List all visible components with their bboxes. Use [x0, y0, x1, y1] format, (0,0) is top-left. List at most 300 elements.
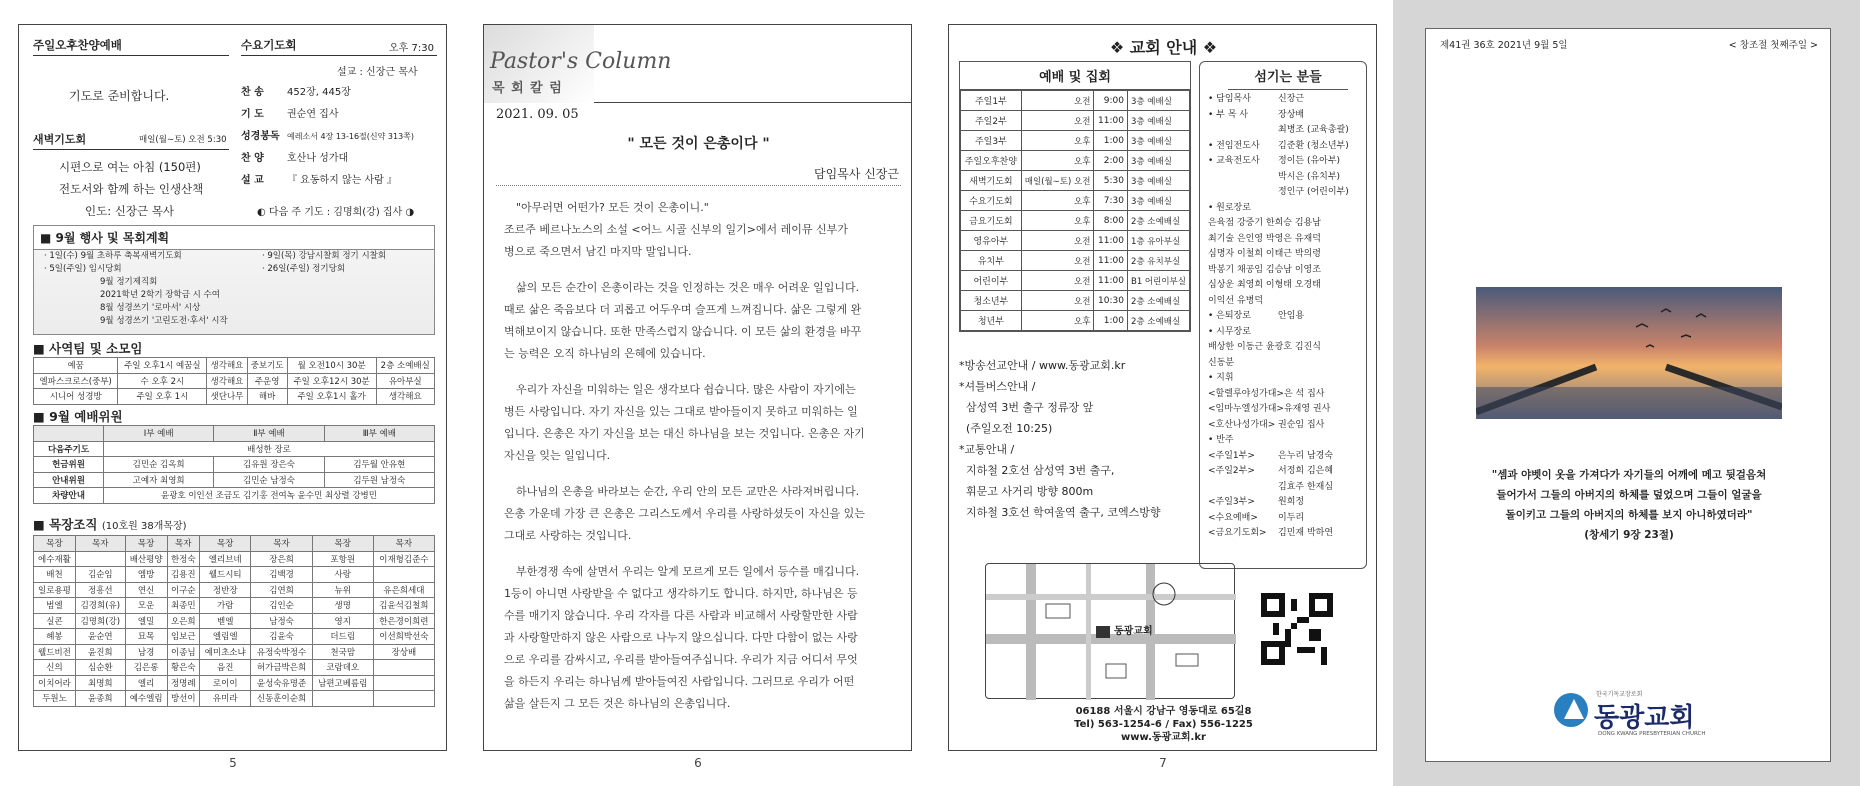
cell-group-cell: 김경희(유): [75, 598, 125, 614]
cell-group-subtitle: (10호원 38개목장): [101, 521, 187, 532]
service-time: 11:00: [1094, 251, 1128, 271]
service-period: 오후: [1021, 191, 1094, 211]
qr-code: [1261, 593, 1333, 665]
column-line: 은총 가운데 가장 큰 은총은 그리스도께서 우리를 사랑하셨듯이 자신을 있는: [504, 507, 865, 520]
ministry-cell: 유아부실: [376, 373, 434, 389]
order-value: 『 요동하지 않는 사람 』: [287, 175, 397, 186]
notice-line: 지하철 3호선 학여울역 출구, 코엑스방향: [959, 506, 1161, 519]
ministry-cell: 주일 오후1시 예꿈실: [118, 358, 207, 374]
service-row: [961, 111, 1190, 131]
cell-group-cell: 범엘: [34, 598, 76, 614]
cell-group-cell: [373, 567, 434, 583]
cell-group-cell: [75, 551, 125, 567]
service-period: 오전: [1021, 251, 1094, 271]
staff-line: [1208, 340, 1349, 356]
worship-cell: 김두월 안유현: [324, 457, 434, 473]
staff-role: • 원로장로: [1208, 202, 1251, 213]
table-row: [34, 613, 435, 629]
service-time: 5:30: [1094, 171, 1128, 191]
cell-head: 목장: [34, 536, 76, 552]
service-period: 오후: [1021, 211, 1094, 231]
column-line: 입니다. 은총은 자기 자신을 보는 대신 하나님을 보는 것입니다. 은총은 자기: [504, 427, 865, 440]
next-week-prayer: ◐ 다음 주 기도 : 김명희(강) 집사 ◑: [257, 207, 415, 218]
cell-group-cell: 이종님: [167, 644, 199, 660]
staff-role: 은육점 강중기 한희승 김용남: [1208, 218, 1321, 228]
column-paragraph: [504, 197, 899, 263]
order-key: 찬 송: [241, 87, 264, 98]
church-contact: [949, 705, 1377, 744]
events-box: [33, 225, 435, 335]
cell-group-cell: 김연희: [251, 582, 312, 598]
cell-group-cell: 김명희(강): [75, 613, 125, 629]
service-period: 오전: [1021, 111, 1094, 131]
staff-list: [1208, 92, 1349, 542]
worship-cell: 김유원 장은숙: [214, 457, 324, 473]
sunday-prayer-text: 기도로 준비합니다.: [69, 89, 170, 103]
service-period: 오전: [1021, 231, 1094, 251]
service-period: 오후: [1021, 311, 1094, 331]
staff-role: <금요기도회>: [1208, 528, 1267, 538]
service-time: 11:00: [1094, 231, 1128, 251]
column-line: 하나님의 은총을 바라보는 순간, 우리 안의 모든 교만은 사라져버립니다.: [516, 485, 860, 498]
column-line: 는 능력은 오직 하나님의 은혜에 있습니다.: [504, 347, 706, 360]
service-name: 영유아부: [961, 231, 1022, 251]
staff-line: [1208, 123, 1349, 139]
staff-names: 최병조 (교육총괄): [1278, 125, 1349, 135]
cell-group-cell: 실콘: [34, 613, 76, 629]
service-time: 8:00: [1094, 211, 1128, 231]
dawn-leader: 인도: 신장근 목사: [85, 204, 174, 218]
staff-role: • 지휘: [1208, 373, 1234, 383]
bulletin-cover: [1425, 28, 1831, 762]
service-location: 2층 소예배실: [1127, 311, 1189, 331]
cell-group-cell: 엠방: [125, 567, 167, 583]
table-row: [34, 582, 435, 598]
table-row: [34, 567, 435, 583]
cell-group-cell: 묘목: [125, 629, 167, 645]
cell-group-cell: 윤성숙유명준: [251, 675, 312, 691]
service-time: 11:00: [1094, 111, 1128, 131]
service-row: [961, 231, 1190, 251]
table-row: [34, 691, 435, 707]
ministry-cell: 수 오후 2시: [118, 373, 207, 389]
column-line: 병든 사랑입니다. 자기 자신을 있는 그대로 받아들이지 못하고 미워하는 일: [504, 405, 858, 418]
cell-group-cell: [373, 675, 434, 691]
service-row: [961, 311, 1190, 331]
ministry-cell: 주운영: [247, 373, 287, 389]
cell-group-cell: 음진: [199, 660, 251, 676]
verse-reference: (창세기 9장 23절): [1584, 529, 1674, 541]
cell-group-cell: 이치어라: [34, 675, 76, 691]
staff-line: [1208, 511, 1349, 527]
staff-line: [1208, 356, 1349, 372]
wednesday-prayer-title: 수요기도회: [241, 38, 297, 52]
cell-group-cell: 로이이: [199, 675, 251, 691]
service-row: [961, 291, 1190, 311]
qr-code-graphic: [1261, 593, 1333, 665]
cell-group-cell: 배천: [34, 567, 76, 583]
cell-group-cell: 윤순연: [75, 629, 125, 645]
cell-group-table: [33, 535, 435, 707]
worship-cell: 윤광호 이인선 조금도 김기홍 전여녹 윤수민 최상렬 강병민: [104, 488, 435, 504]
service-location: 3층 예배실: [1127, 171, 1189, 191]
table-row: [34, 629, 435, 645]
service-location: 1층 유아부실: [1127, 231, 1189, 251]
event-item: · 26일(주일) 정기당회: [262, 264, 346, 274]
event-item: 8월 성경쓰기 '로마서' 시상: [100, 303, 201, 313]
page-number: 7: [1159, 756, 1167, 770]
cell-group-cell: 사랑: [312, 567, 373, 583]
notice-line: *셔틀버스안내 /: [959, 380, 1036, 393]
column-line: 1등이 아니면 사랑받을 수 없다고 생각하기도 합니다. 하지만, 하나님은 등: [504, 587, 858, 600]
staff-names: 박시은 (유치부): [1278, 171, 1341, 182]
column-date: 2021. 09. 05: [496, 107, 579, 122]
ministry-title: ■ 사역팀 및 소모임: [33, 341, 143, 356]
dawn-line-2: 전도서와 함께 하는 인생산책: [59, 182, 204, 196]
ministry-cell: 엘파스크로스(중부): [34, 373, 118, 389]
staff-title: 섬기는 분들: [1228, 62, 1348, 90]
staff-names: 원희정: [1278, 497, 1305, 507]
wednesday-order: [241, 83, 446, 193]
cell-head: 목자: [373, 536, 434, 552]
staff-names: 김효주 한재심: [1278, 481, 1334, 492]
staff-line: [1208, 216, 1349, 232]
column-line: 부한경쟁 속에 살면서 우리는 알게 모르게 모든 일에서 등수를 매깁니다.: [516, 565, 860, 578]
page-number: 5: [229, 756, 237, 770]
cell-group-cell: 김은롱: [125, 660, 167, 676]
ministry-cell: 해바: [247, 389, 287, 405]
staff-line: [1208, 495, 1349, 511]
worship-cell: 김두원 남정숙: [324, 472, 434, 488]
cell-group-cell: 윤진희: [75, 644, 125, 660]
cell-group-cell: 영지: [312, 613, 373, 629]
cell-group-cell: 연신: [125, 582, 167, 598]
table-row: [34, 660, 435, 676]
cell-group-cell: 천국맘: [312, 644, 373, 660]
service-location: 3층 예배실: [1127, 91, 1189, 111]
church-info-title: ❖ 교회 안내 ❖: [1109, 38, 1218, 57]
staff-role: • 부 목 사: [1208, 109, 1248, 120]
ministry-cell: 생각해요: [207, 358, 247, 374]
staff-line: [1208, 325, 1349, 341]
staff-line: [1208, 154, 1349, 170]
staff-names: 이두리: [1278, 512, 1305, 523]
cell-group-cell: 심순환: [75, 660, 125, 676]
bulletin-page-6: [483, 24, 912, 751]
cover-image: [1476, 287, 1782, 419]
church-name: 동광교회: [1594, 703, 1695, 733]
verse-line: "셈과 야벳이 옷을 가져다가 자기들의 어깨에 메고 뒷걸음쳐: [1491, 469, 1767, 481]
event-item: 9월 정기제직회: [100, 277, 158, 287]
service-name: 어린이부: [961, 271, 1022, 291]
order-value: 호산나 성가대: [287, 153, 349, 164]
cell-group-cell: 최종민: [167, 598, 199, 614]
staff-line: [1208, 480, 1349, 496]
service-location: 3층 예배실: [1127, 191, 1189, 211]
ministry-cell: 월 오전10시 30분: [287, 358, 376, 374]
staff-line: [1208, 185, 1349, 201]
service-row: [961, 91, 1190, 111]
denomination: 한국기독교장로회: [1596, 691, 1643, 698]
staff-role: 최기술 은인영 박영은 유재덕: [1208, 233, 1321, 244]
order-key: 기 도: [241, 109, 264, 120]
ministry-cell: 중보기도: [247, 358, 287, 374]
staff-role: • 반주: [1208, 435, 1234, 445]
services-title: 예배 및 집회: [960, 62, 1190, 90]
staff-names: 정이든 (유아부): [1278, 156, 1341, 166]
column-line: 때로 삶은 죽음보다 더 괴롭고 어두우며 슬프게 느껴집니다. 삶은 그렇게 완: [504, 303, 862, 316]
column-line: 벽해보이지 않습니다. 또한 만족스럽지 않습니다. 이 모든 삶의 환경을 바꾸: [504, 325, 862, 338]
church-logo-icon: [1554, 693, 1588, 727]
cell-group-cell: 웰드시티: [199, 567, 251, 583]
staff-names: 권순임 집사: [1278, 419, 1325, 430]
worship-role: 차량안내: [34, 488, 104, 504]
service-name: 금요기도회: [961, 211, 1022, 231]
service-location: B1 어린이부실: [1127, 271, 1189, 291]
cell-group-cell: 임보근: [167, 629, 199, 645]
worship-head: Ⅲ부 예배: [324, 426, 434, 442]
scripture-verse: [1426, 465, 1831, 545]
cell-group-cell: 두원노: [34, 691, 76, 707]
service-location: 2층 소예배실: [1127, 211, 1189, 231]
church-phone: Tel) 563-1254-6 / Fax) 556-1225: [1074, 719, 1253, 730]
sunday-service-title: 주일오후찬양예배: [33, 38, 122, 52]
cell-group-cell: 뉴위: [312, 582, 373, 598]
cell-group-cell: 배산평양: [125, 551, 167, 567]
cell-group-cell: 엘림엘: [199, 629, 251, 645]
service-name: 주일1부: [961, 91, 1022, 111]
service-period: 매일(월∼토) 오전: [1021, 171, 1094, 191]
staff-role: 심상운 최영희 이형태 오경태: [1208, 280, 1321, 290]
service-period: 오전: [1021, 291, 1094, 311]
cell-head: 목자: [75, 536, 125, 552]
service-time: 7:30: [1094, 191, 1128, 211]
staff-names: 안임용: [1278, 311, 1305, 321]
cell-group-cell: 생명: [312, 598, 373, 614]
worship-committee-title: ■ 9월 예배위원: [33, 409, 123, 424]
cell-group-cell: 윤종희: [75, 691, 125, 707]
cell-group-cell: 벧엘: [199, 613, 251, 629]
staff-role: • 담임목사: [1208, 94, 1251, 104]
staff-names: 신장근: [1278, 94, 1305, 104]
service-row: [961, 191, 1190, 211]
staff-names: 은누리 남경숙: [1278, 450, 1334, 461]
service-period: 오전: [1021, 271, 1094, 291]
service-location: 2층 소예배실: [1127, 291, 1189, 311]
verse-line: 들어가서 그들의 아버지의 하체를 덮었으며 그들이 얼굴을: [1496, 489, 1762, 501]
bulletin-page-7: [948, 24, 1377, 751]
cell-group-cell: 이재형김준수: [373, 551, 434, 567]
staff-names: 유재영 권사: [1283, 404, 1331, 414]
cell-group-cell: 정반장: [199, 582, 251, 598]
service-name: 청소년부: [961, 291, 1022, 311]
cell-group-cell: 유미라: [199, 691, 251, 707]
column-body: [504, 197, 899, 729]
staff-line: [1208, 108, 1349, 124]
notice-line: 삼성역 3번 출구 정류장 앞: [959, 401, 1094, 414]
column-header-korean: 목 회 칼 럼: [492, 81, 563, 96]
event-item: · 1일(수) 9월 초하루 축복새벽기도회: [44, 251, 182, 261]
cell-group-cell: 엘리: [125, 675, 167, 691]
ministry-cell: 주일 오후1시 홀가: [287, 389, 376, 405]
cell-group-cell: 일로용평: [34, 582, 76, 598]
cell-group-cell: 이구순: [167, 582, 199, 598]
cell-group-cell: [373, 691, 434, 707]
service-location: 3층 예배실: [1127, 151, 1189, 171]
cell-group-cell: 장은희: [251, 551, 312, 567]
worship-committee-table: [33, 425, 435, 504]
wednesday-preacher: 설교 : 신장근 목사: [337, 67, 418, 78]
cell-group-cell: 예수엘림: [125, 691, 167, 707]
cell-group-cell: 한은경이희련: [373, 613, 434, 629]
column-line: 병으로 죽으면서 남긴 마지막 말입니다.: [504, 245, 692, 258]
church-website[interactable]: www.동광교회.kr: [1121, 732, 1206, 743]
service-row: [961, 131, 1190, 151]
cell-group-cell: 김순임: [75, 567, 125, 583]
cell-group-cell: 포항원: [312, 551, 373, 567]
service-row: [961, 251, 1190, 271]
staff-line: [1208, 387, 1349, 403]
staff-line: [1208, 201, 1349, 217]
services-table: [960, 90, 1190, 331]
staff-role: • 은퇴장로: [1208, 311, 1251, 321]
cell-group-title-text: ■ 목장조직: [33, 517, 98, 532]
worship-cell: 고예자 최영희: [104, 472, 214, 488]
events-left-list: [44, 250, 228, 328]
cell-group-cell: 정흥선: [75, 582, 125, 598]
broken-chain-illustration: [1476, 287, 1782, 419]
staff-line: [1208, 402, 1349, 418]
service-name: 수요기도회: [961, 191, 1022, 211]
order-key: 찬 양: [241, 153, 264, 164]
cell-group-cell: 오은희: [167, 613, 199, 629]
staff-line: [1208, 433, 1349, 449]
staff-line: [1208, 232, 1349, 248]
church-address: 06188 서울시 강남구 영동대로 65길8: [1075, 706, 1252, 717]
cell-group-cell: 이선희박선숙: [373, 629, 434, 645]
notice-line: *교통안내 /: [959, 443, 1015, 456]
cell-head: 목장: [125, 536, 167, 552]
wednesday-prayer-time: 오후 7:30: [389, 43, 434, 54]
worship-role: 안내위원: [34, 472, 104, 488]
service-location: 3층 예배실: [1127, 111, 1189, 131]
cell-group-cell: [373, 660, 434, 676]
staff-line: [1208, 464, 1349, 480]
cell-group-cell: 남정숙: [251, 613, 312, 629]
event-item: 9월 성경쓰기 '고린도전·후서' 시작: [100, 316, 228, 326]
staff-names: 정인구 (어린이부): [1278, 187, 1349, 197]
column-line: 그대로 사랑하는 것입니다.: [504, 529, 632, 542]
cell-group-cell: 예미초소냐: [199, 644, 251, 660]
worship-head: [34, 426, 104, 442]
cell-group-cell: 유은희세대: [373, 582, 434, 598]
cell-group-cell: 유정숙박정수: [251, 644, 312, 660]
staff-line: [1208, 371, 1349, 387]
ministry-cell: 주일 오후 1시: [118, 389, 207, 405]
week-name: < 창조절 첫째주일 >: [1728, 40, 1818, 51]
service-time: 9:00: [1094, 91, 1128, 111]
staff-role: <수요예배>: [1208, 512, 1258, 523]
order-key: 성경봉독: [241, 131, 280, 142]
cell-head: 목자: [251, 536, 312, 552]
staff-names: 장상배: [1278, 109, 1305, 120]
worship-cell: 김민순 남정숙: [214, 472, 324, 488]
map-church-label: 동광교회: [1114, 626, 1153, 637]
worship-cell: 김민순 김옥희: [104, 457, 214, 473]
worship-role: 다음주기도: [34, 441, 104, 457]
bulletin-page-5: [18, 24, 447, 751]
staff-line: [1208, 263, 1349, 279]
events-title: ■ 9월 행사 및 목회계획: [34, 226, 434, 250]
column-title: " 모든 것이 은총이다 ": [627, 136, 770, 152]
cell-group-cell: 장상배: [373, 644, 434, 660]
ministry-cell: 생각해요: [376, 389, 434, 405]
service-time: 10:30: [1094, 291, 1128, 311]
order-value: 452장, 445장: [287, 87, 351, 98]
ministry-cell: 시니어 성경방: [34, 389, 118, 405]
column-paragraph: [504, 277, 899, 365]
staff-line: [1208, 247, 1349, 263]
staff-names: 서정희 김은혜: [1278, 466, 1334, 476]
staff-role: 배상한 이동근 윤광호 김진식: [1208, 342, 1321, 352]
event-item: · 5일(주일) 임시당회: [44, 264, 122, 274]
order-key: 설 교: [241, 175, 264, 186]
staff-line: [1208, 449, 1349, 465]
ministry-cell: 2층 소예배실: [376, 358, 434, 374]
staff-line: [1208, 294, 1349, 310]
cell-group-cell: 모운: [125, 598, 167, 614]
cell-group-cell: 혜봉: [34, 629, 76, 645]
notice-line: 휘문고 사거리 방향 800m: [959, 485, 1094, 498]
column-header: [484, 25, 912, 103]
table-row: [34, 551, 435, 567]
cell-group-cell: 엘밀: [125, 613, 167, 629]
staff-role: • 교육전도사: [1208, 156, 1260, 166]
cell-group-cell: 김용진: [167, 567, 199, 583]
events-right-list: [262, 250, 386, 276]
page-number: 6: [694, 756, 702, 770]
service-name: 청년부: [961, 311, 1022, 331]
service-name: 주일오후찬양: [961, 151, 1022, 171]
cell-group-cell: 방선이: [167, 691, 199, 707]
service-location: 2층 유치부실: [1127, 251, 1189, 271]
staff-line: [1208, 526, 1349, 542]
column-header-title: Pastor's Column: [490, 49, 672, 74]
column-line: "아무러면 어떤가? 모든 것이 은총이니.": [516, 201, 709, 214]
ministry-table: [33, 357, 435, 405]
cell-head: 목장: [199, 536, 251, 552]
staff-box: [1199, 61, 1367, 569]
staff-names: 김민재 박하연: [1278, 528, 1334, 538]
cell-group-cell: 김윤숙: [251, 629, 312, 645]
staff-role: <주일3부>: [1208, 497, 1255, 507]
column-line: 우리가 자신을 미워하는 일은 생각보다 쉽습니다. 많은 사람이 자기에는: [516, 383, 856, 396]
staff-role: 박봉기 채공임 김승남 이영조: [1208, 264, 1321, 275]
notice-list: [959, 355, 1199, 523]
dawn-prayer-title: 새벽기도회: [33, 133, 87, 146]
staff-line: [1208, 309, 1349, 325]
map-drawing: [986, 564, 1236, 700]
cell-group-cell: 허가금박은희: [251, 660, 312, 676]
column-line: 을 하든지 우리는 하나님께 받아들여진 사람입니다. 그러므로 우리가 어떤: [504, 675, 855, 688]
staff-role: 이익선 유병덕: [1208, 295, 1264, 306]
cell-group-cell: 에수재활: [34, 551, 76, 567]
service-name: 주일2부: [961, 111, 1022, 131]
event-item: 2021학년 2학기 장학금 시 수여: [100, 290, 220, 300]
table-row: [34, 675, 435, 691]
staff-role: <주일2부>: [1208, 466, 1255, 476]
column-line: 으로 우리를 감싸시고, 우리를 받아들여주십니다. 우리가 지금 어디서 무엇: [504, 653, 858, 666]
